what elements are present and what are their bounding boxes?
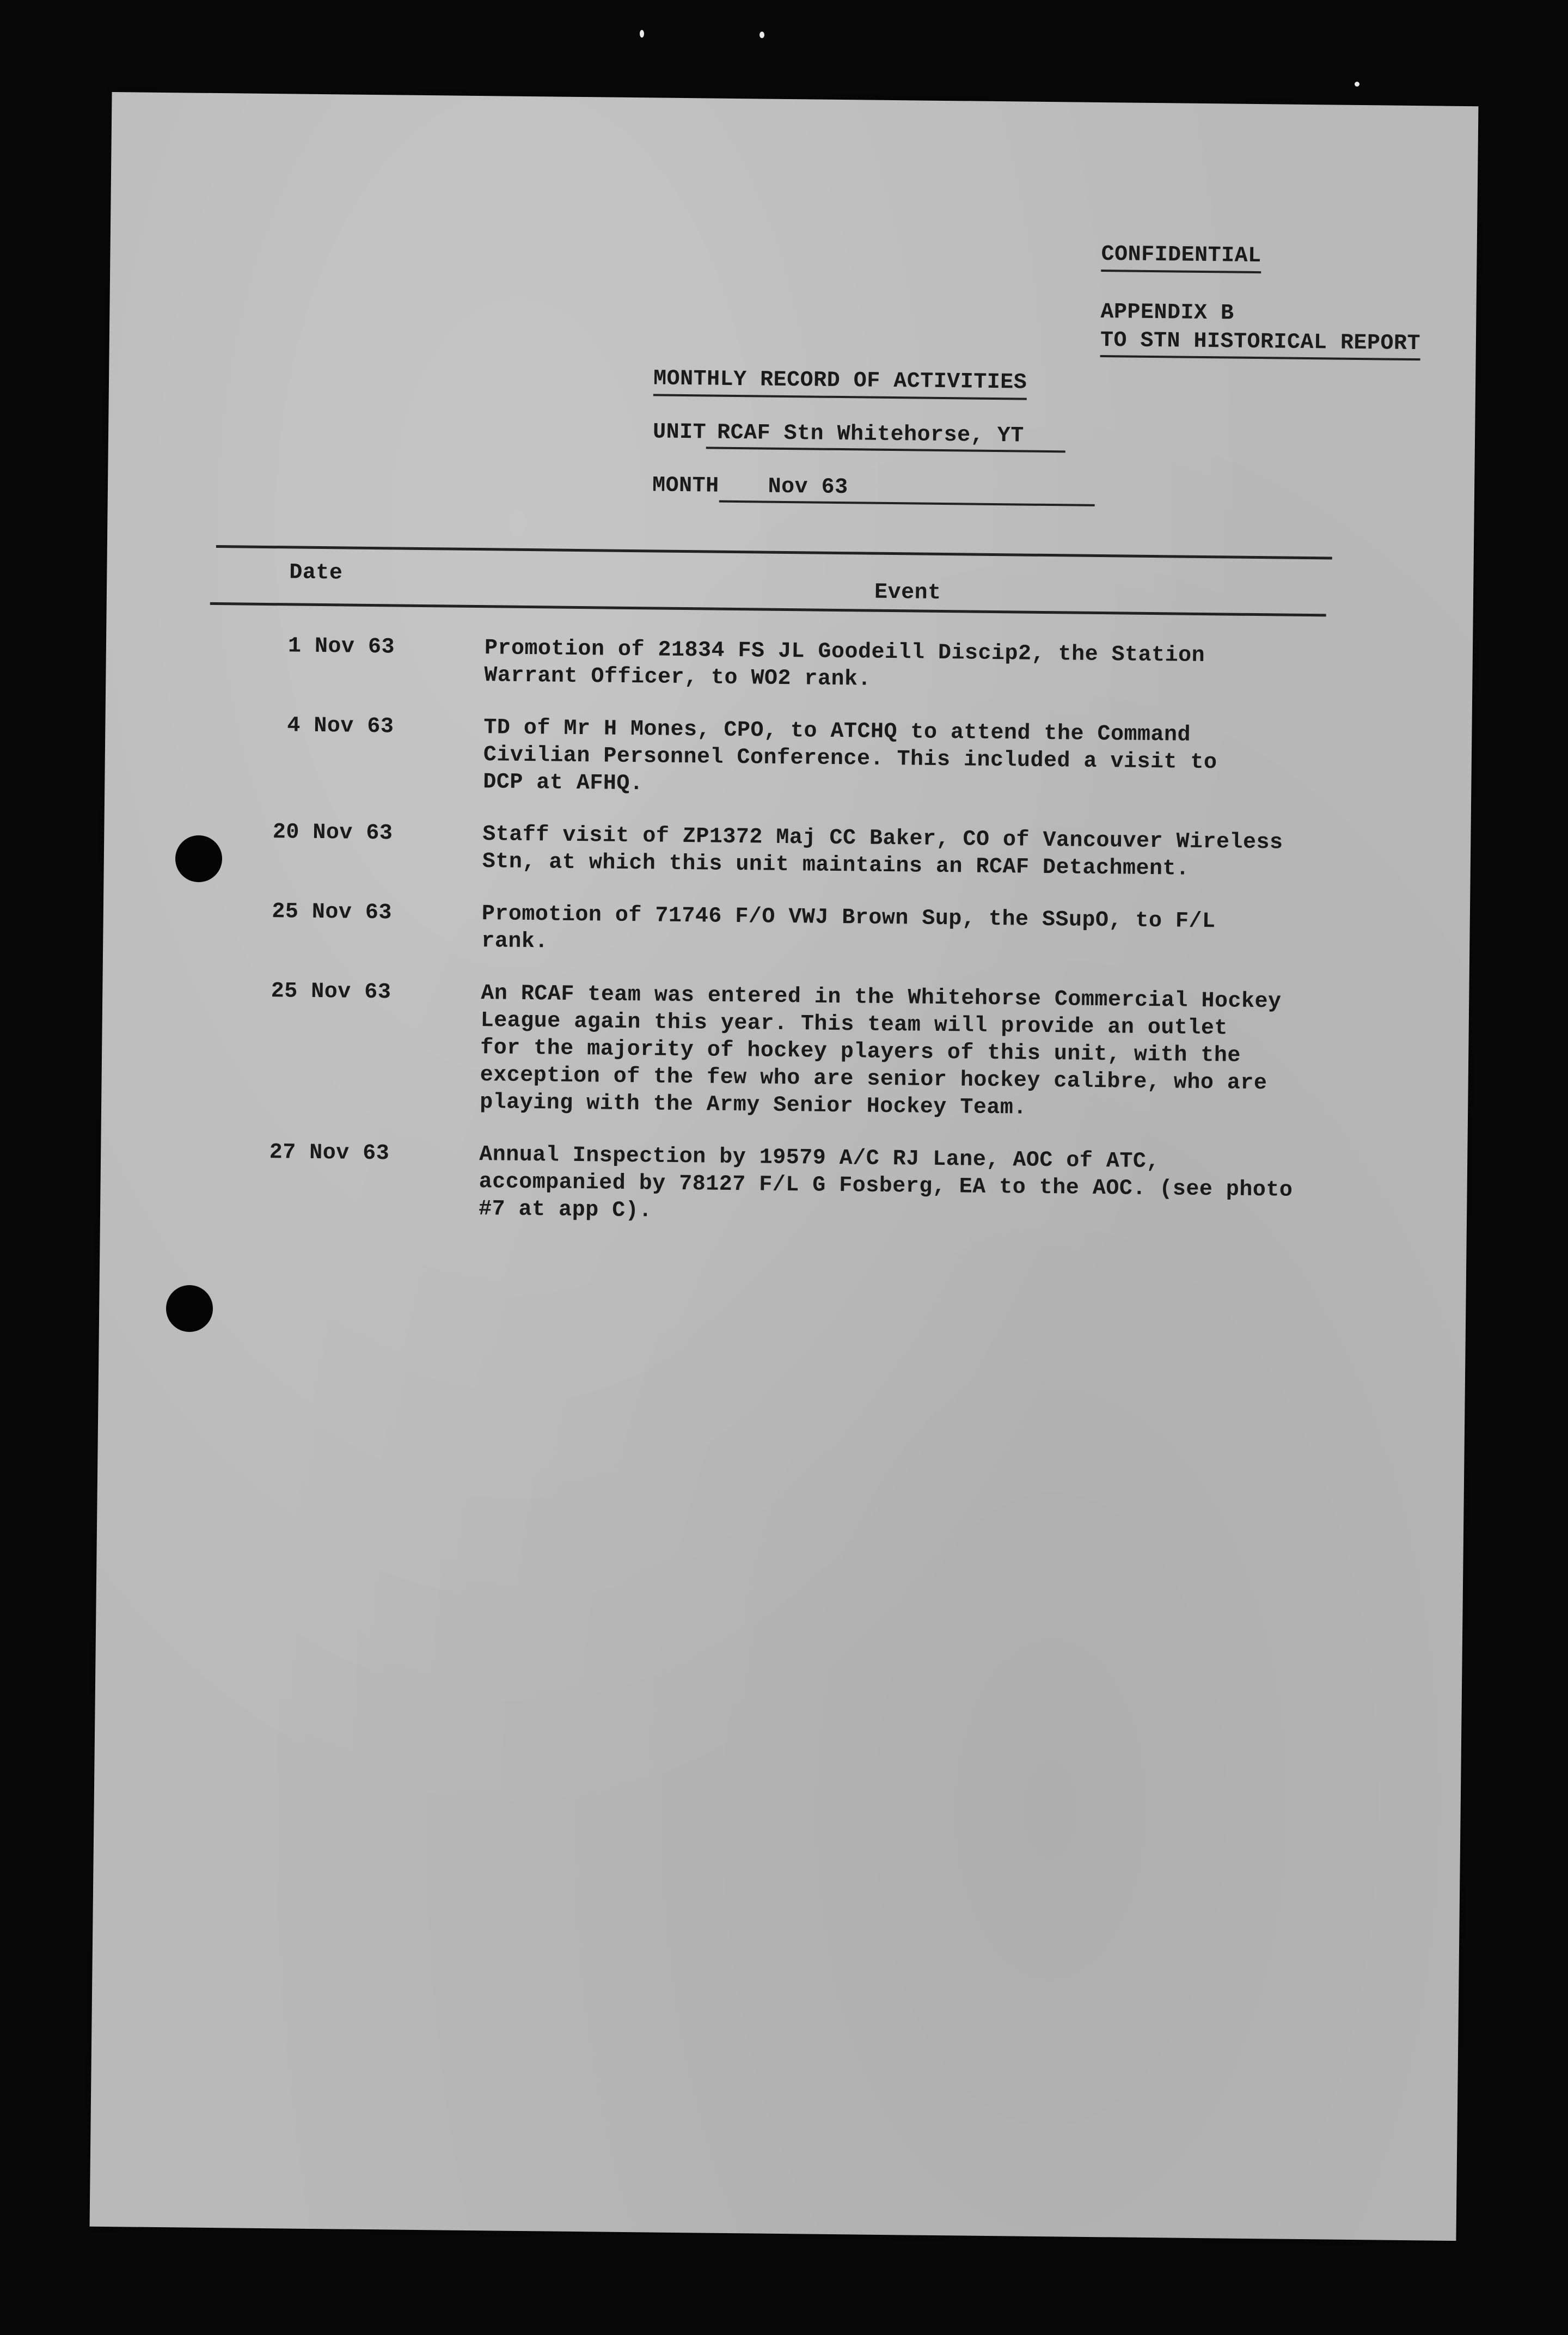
- entry-event: [483, 714, 1333, 805]
- entry-date: 25 Nov 63: [271, 979, 391, 1005]
- unit-value: RCAF Stn Whitehorse, YT: [706, 419, 1066, 453]
- entry-date: 25 Nov 63: [272, 900, 393, 926]
- date-column-header: Date: [289, 560, 343, 586]
- entry-event: [481, 901, 1331, 964]
- activity-entries: [100, 631, 1473, 1258]
- entry-event-line: playing with the Army Senior Hockey Team.: [479, 1090, 1027, 1121]
- unit-label: UNIT: [652, 420, 707, 445]
- entry-date: 1 Nov 63: [287, 634, 395, 660]
- entry-event-line: TD of Mr H Mones, CPO, to ATCHQ to attend the Command: [483, 716, 1191, 748]
- document-title: MONTHLY RECORD OF ACTIVITIES: [653, 365, 1027, 400]
- film-speck: [1355, 82, 1359, 87]
- entry-date: 27 Nov 63: [269, 1140, 390, 1166]
- punch-hole: [175, 835, 222, 882]
- entry-event-line: Promotion of 21834 FS JL Goodeill Discip2, the Station: [484, 636, 1205, 669]
- film-speck: [759, 32, 764, 38]
- entry-row: [101, 976, 1469, 1127]
- entry-event-line: An RCAF team was entered in the Whitehorse Commercial Hockey: [481, 981, 1282, 1014]
- entry-event: [484, 635, 1334, 698]
- event-column-header: Event: [874, 580, 941, 606]
- entry-event-line: Civilian Personnel Conference. This included a visit to: [483, 743, 1217, 775]
- punch-hole: [166, 1285, 213, 1332]
- table-top-rule: [216, 545, 1332, 559]
- entry-event-line: #7 at app C).: [478, 1197, 652, 1224]
- entry-event-line: Stn, at which this unit maintains an RCAF Detachment.: [482, 849, 1190, 882]
- entry-row: [106, 631, 1473, 700]
- entry-event: [479, 1141, 1328, 1232]
- entry-event-line: Warrant Officer, to WO2 rank.: [484, 663, 872, 692]
- entry-row: [103, 897, 1470, 965]
- entry-date: 20 Nov 63: [272, 820, 393, 846]
- entry-event-line: exception of the few who are senior hockey calibre, who are: [480, 1063, 1267, 1096]
- table-header-rule: [210, 602, 1326, 616]
- entry-row: [100, 1138, 1467, 1233]
- appendix-reference: [1100, 298, 1421, 360]
- appendix-line-2: TO STN HISTORICAL REPORT: [1100, 327, 1421, 360]
- month-label: MONTH: [652, 473, 719, 499]
- entry-date: 4 Nov 63: [287, 713, 394, 739]
- entry-event-line: League again this year. This team will provide an outlet: [480, 1008, 1228, 1041]
- appendix-line-1: APPENDIX B: [1100, 300, 1234, 326]
- entry-event: [482, 821, 1332, 884]
- film-speck: [640, 30, 644, 38]
- entry-event-line: Promotion of 71746 F/O VWJ Brown Sup, the SSupO, to F/L: [481, 902, 1216, 934]
- entry-event-line: Annual Inspection by 19579 A/C RJ Lane, AOC of ATC,: [479, 1142, 1160, 1175]
- entry-event: [480, 980, 1331, 1125]
- entry-event-line: for the majority of hockey players of this unit, with the: [480, 1036, 1241, 1068]
- document-page: [90, 92, 1479, 2241]
- entry-row: [105, 711, 1472, 806]
- entry-event-line: DCP at AFHQ.: [483, 770, 644, 797]
- month-row: [652, 472, 1095, 506]
- classification-marking: CONFIDENTIAL: [1101, 241, 1261, 273]
- entry-event-line: Staff visit of ZP1372 Maj CC Baker, CO of Vancouver Wireless: [482, 822, 1283, 855]
- entry-event-line: rank.: [481, 929, 549, 955]
- entry-event-line: accompanied by 78127 F/L G Fosberg, EA to the AOC. (see photo: [479, 1170, 1293, 1203]
- unit-row: [653, 419, 1066, 453]
- month-value: Nov 63: [719, 473, 1095, 506]
- entry-row: [104, 817, 1471, 886]
